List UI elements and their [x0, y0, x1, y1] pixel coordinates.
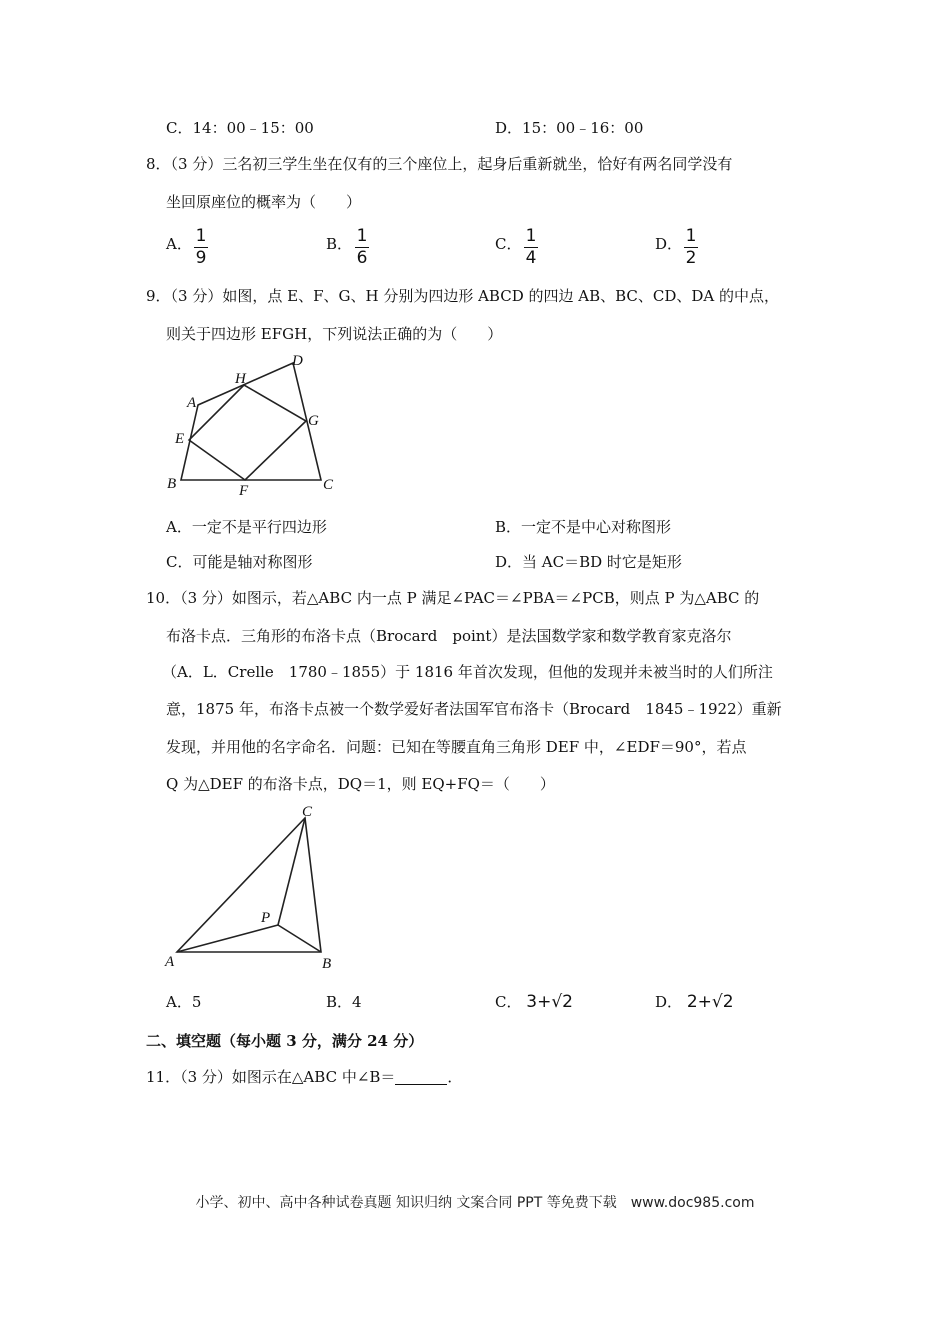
q8-option-c-letter: C． — [495, 235, 522, 253]
fraction-denominator: 4 — [525, 248, 537, 268]
answer-blank — [395, 1068, 447, 1085]
section-title: 二、填空题（每小题 3 分，满分 24 分） — [146, 1032, 424, 1050]
label-c: C — [323, 477, 334, 493]
q9-option-a: A．一定不是平行四边形 — [166, 518, 327, 536]
q8-option-b-fraction — [355, 227, 369, 268]
q8-option-a-letter: A． — [166, 235, 192, 253]
fraction-denominator: 6 — [356, 248, 368, 268]
q8-stem-line1: 8．（3 分）三名初三学生坐在仅有的三个座位上，起身后重新就坐，恰好有两名同学没有 — [146, 155, 733, 173]
quadrilateral-abcd — [181, 363, 321, 480]
q10-option-a: A．5 — [166, 993, 202, 1011]
q8-option-d-fraction — [684, 227, 698, 268]
q9-stem-line2: 则关于四边形 EFGH，下列说法正确的为（ ） — [166, 325, 503, 343]
option-value: 3+√2 — [526, 992, 573, 1012]
q10-stem-line5: 发现，并用他的名字命名．问题：已知在等腰直角三角形 DEF 中，∠EDF＝90°，若点 — [166, 738, 747, 756]
fraction-numerator: 1 — [195, 226, 207, 246]
segment-ap — [177, 925, 278, 952]
label-b: B — [167, 476, 177, 492]
q9-stem-line1: 9．（3 分）如图，点 E、F、G、H 分别为四边形 ABCD 的四边 AB、BC、CD、DA 的中点， — [146, 287, 780, 305]
q10-stem-line4: 意，1875 年，布洛卡点被一个数学爱好者法国军官布洛卡（Brocard 1845﹣1922）重新 — [166, 700, 782, 718]
label-d: D — [292, 353, 303, 369]
label-a: A — [187, 395, 197, 411]
label-g: G — [308, 413, 319, 429]
q10-option-d — [655, 992, 734, 1012]
q8-option-d-letter: D． — [655, 235, 683, 253]
label-p: P — [261, 910, 271, 926]
q10-stem-line3: （A．L．Crelle 1780﹣1855）于 1816 年首次发现，但他的发现并未被当时的人们所注 — [162, 663, 773, 681]
q9-option-c: C．可能是轴对称图形 — [166, 553, 313, 571]
option-letter: D． — [655, 993, 683, 1011]
q11-stem — [146, 1067, 462, 1087]
label-c: C — [302, 804, 313, 820]
q9-quadrilateral-figure — [155, 345, 355, 509]
q10-stem-line6: Q 为△DEF 的布洛卡点，DQ＝1，则 EQ+FQ＝（ ） — [166, 775, 555, 793]
fraction-numerator: 1 — [525, 226, 537, 246]
q8-option-b-letter: B． — [326, 235, 353, 253]
q9-option-b: B．一定不是中心对称图形 — [495, 518, 672, 536]
fraction-denominator: 9 — [195, 248, 207, 268]
q8-stem-line2: 坐回原座位的概率为（ ） — [166, 193, 362, 211]
q8-option-a-fraction — [194, 227, 208, 268]
fraction-denominator: 2 — [685, 248, 697, 268]
brocard-diagram — [155, 800, 355, 980]
quadrilateral-diagram — [155, 345, 355, 505]
label-b: B — [322, 956, 332, 972]
option-letter: C． — [495, 993, 522, 1011]
label-a: A — [165, 954, 175, 970]
q10-option-b: B．4 — [326, 993, 362, 1011]
segment-cp — [278, 818, 305, 925]
q9-option-d: D．当 AC＝BD 时它是矩形 — [495, 553, 682, 571]
q7-option-d: D．15：00﹣16：00 — [495, 119, 644, 137]
q10-stem-line2: 布洛卡点．三角形的布洛卡点（Brocard point）是法国数学家和数学教育家克洛尔 — [166, 627, 732, 645]
option-value: 2+√2 — [686, 992, 734, 1012]
q11-text: 11．（3 分）如图示在△ABC 中∠B＝ — [146, 1068, 396, 1086]
segment-bp — [278, 925, 321, 952]
fraction-numerator: 1 — [685, 226, 697, 246]
q8-option-c-fraction — [524, 227, 538, 268]
fraction-numerator: 1 — [356, 226, 368, 246]
q11-end: ． — [447, 1068, 463, 1086]
q10-option-c — [495, 992, 573, 1012]
label-e: E — [175, 431, 185, 447]
q10-stem-line1: 10．（3 分）如图示，若△ABC 内一点 P 满足∠PAC＝∠PBA＝∠PCB，则点 P 为△ABC 的 — [146, 589, 760, 607]
label-h: H — [235, 371, 246, 387]
q7-option-c: C．14：00﹣15：00 — [166, 119, 314, 137]
page-footer: 小学、初中、高中各种试卷真题 知识归纳 文案合同 PPT 等免费下载 www.doc985.com — [195, 1195, 755, 1211]
q10-triangle-figure — [155, 800, 355, 984]
quadrilateral-efgh — [189, 385, 306, 480]
label-f: F — [239, 483, 249, 499]
